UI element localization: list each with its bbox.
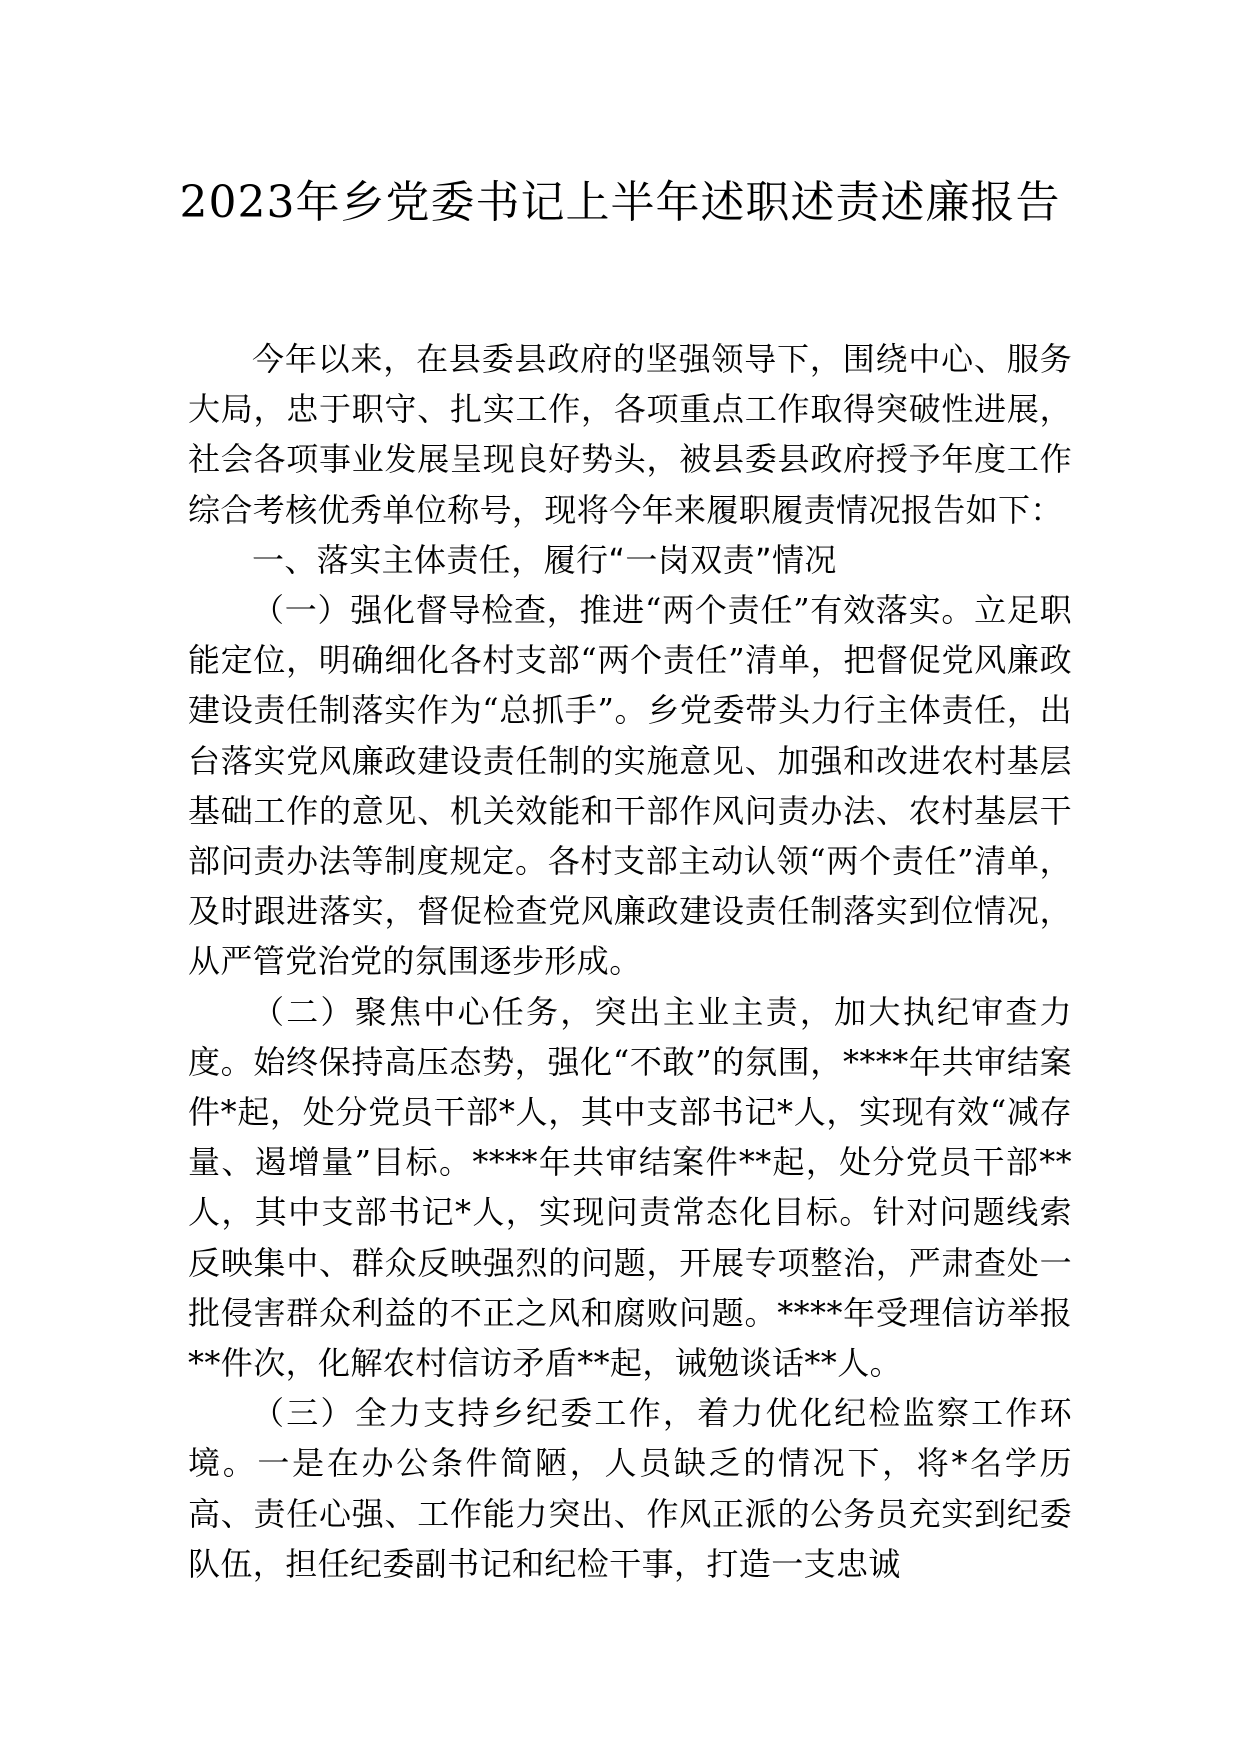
section-heading-1: 一、落实主体责任，履行“一岗双责”情况 — [252, 540, 837, 579]
subsection-paragraph-2: （二）聚焦中心任务，突出主业主责，加大执纪审查力度。始终保持高压态势，强化“不敢”的氛围，****年共审结案件*起，处分党员干部*人，其中支部书记*人，实现有效“减存量、遏增量”目标。****年共审结案件**起，处分党员干部**人，其中支部书记*人，实现问责常态化目标。针对问题线索反映集中、群众反映强烈的问题，开展专项整治，严肃查处一批侵害群众利益的不正之风和腐败问题。****年受理信访举报**件次，化解农村信访矛盾**起，诫勉谈话**人。 — [188, 992, 1072, 1383]
subsection-paragraph-1: （一）强化督导检查，推进“两个责任”有效落实。立足职能定位，明确细化各村支部“两个责任”清单，把督促党风廉政建设责任制落实作为“总抓手”。乡党委带头力行主体责任，出台落实党风廉政建设责任制的实施意见、加强和改进农村基层基础工作的意见、机关效能和干部作风问责办法、农村基层干部问责办法等制度规定。各村支部主动认领“两个责任”清单，及时跟进落实，督促检查党风廉政建设责任制落实到位情况，从严管党治党的氛围逐步形成。 — [188, 591, 1072, 981]
document-body — [188, 334, 1072, 1589]
intro-paragraph: 今年以来，在县委县政府的坚强领导下，围绕中心、服务大局，忠于职守、扎实工作，各项重点工作取得突破性进展，社会各项事业发展呈现良好势头，被县委县政府授予年度工作综合考核优秀单位称号，现将今年来履职履责情况报告如下： — [188, 340, 1072, 529]
subsection-paragraph-3: （三）全力支持乡纪委工作，着力优化纪检监察工作环境。一是在办公条件简陋，人员缺乏的情况下，将*名学历高、责任心强、工作能力突出、作风正派的公务员充实到纪委队伍，担任纪委副书记和纪检干事，打造一支忠诚 — [188, 1394, 1072, 1583]
document-title: 2023年乡党委书记上半年述职述责述廉报告 — [179, 177, 1061, 228]
